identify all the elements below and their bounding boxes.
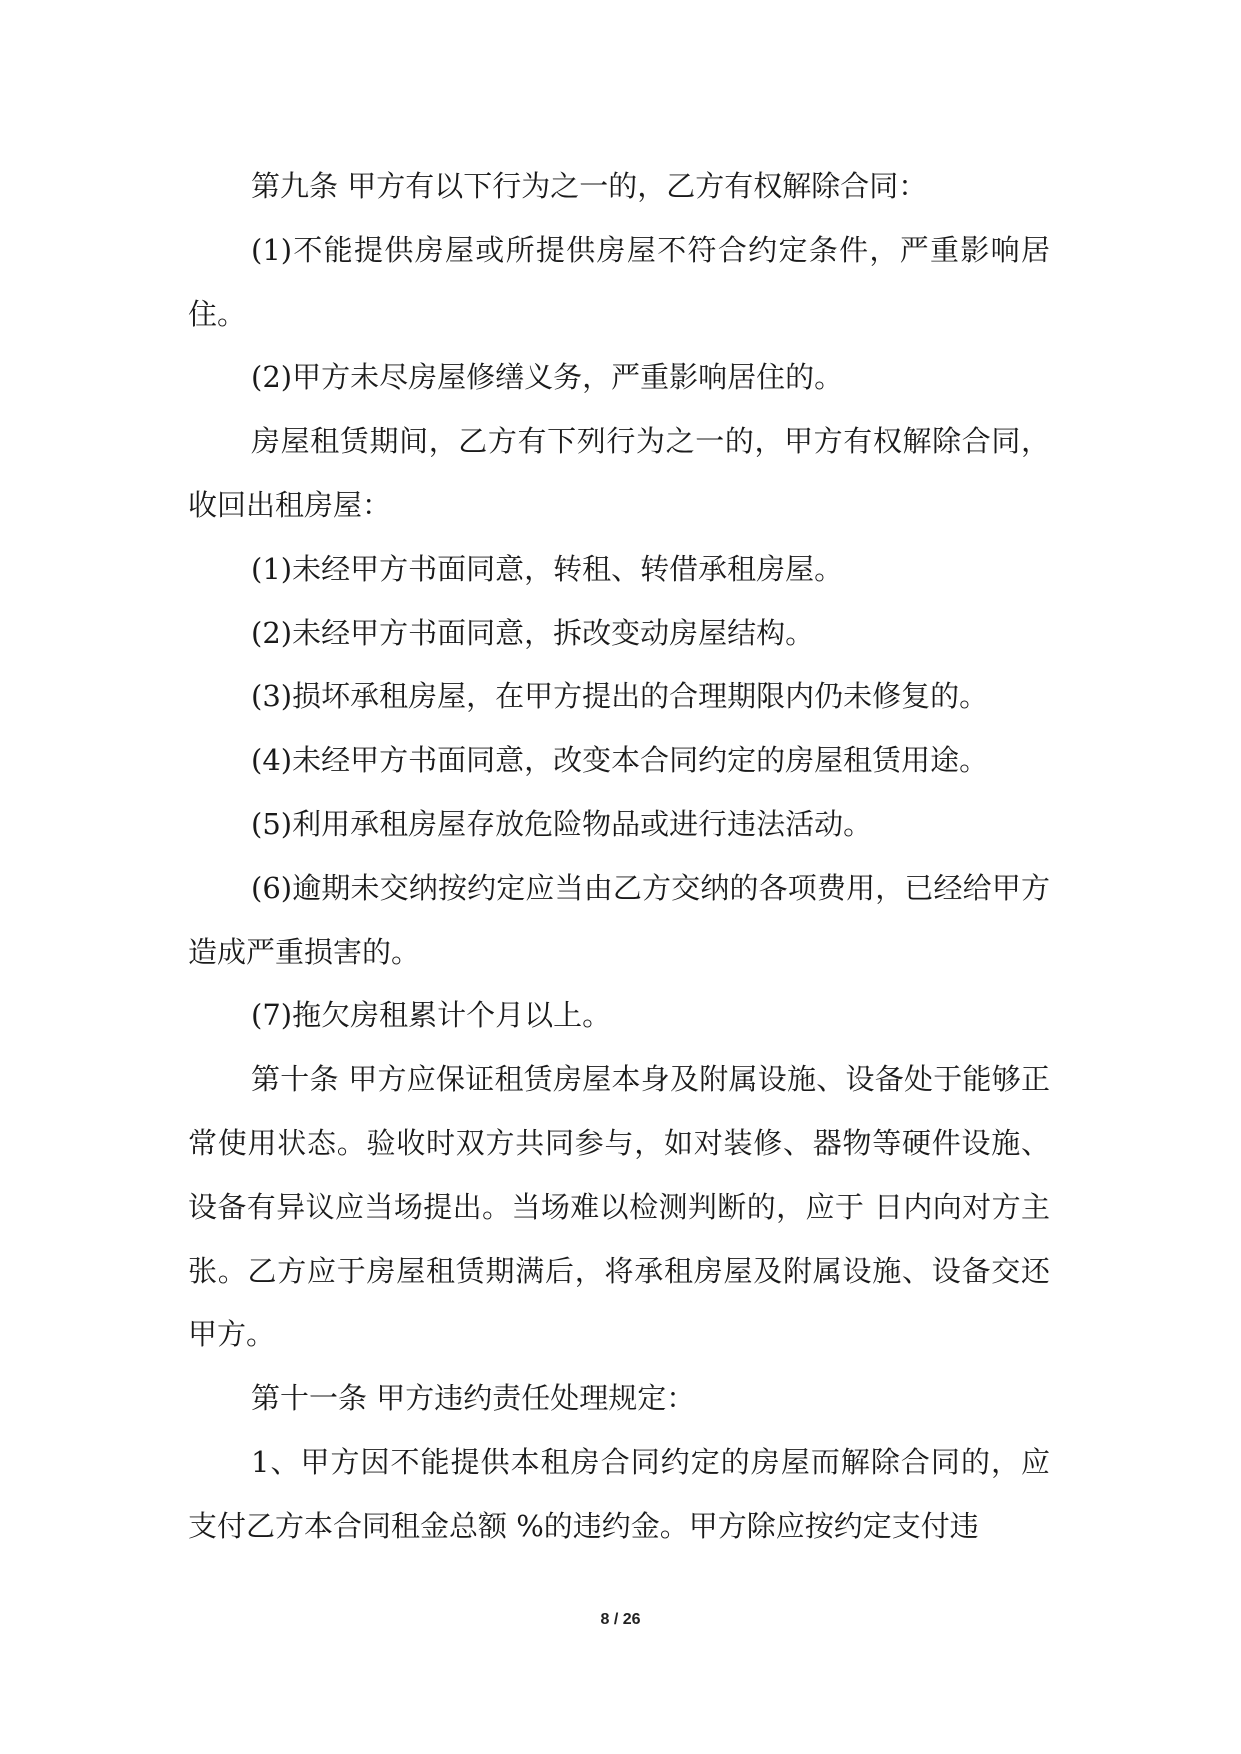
lessor-termination-item-2: (2)未经甲方书面同意，拆改变动房屋结构。 bbox=[251, 615, 815, 650]
lessor-termination-item-6: (6)逾期未交纳按约定应当由乙方交纳的各项费用，已经给甲方造成严重损害的。 bbox=[188, 870, 1050, 969]
lessor-termination-item-7: (7)拖欠房租累计个月以上。 bbox=[251, 998, 612, 1033]
article-9-item-1: (1)不能提供房屋或所提供房屋不符合约定条件，严重影响居住。 bbox=[188, 232, 1050, 331]
termination-by-lessor-intro: 房屋租赁期间，乙方有下列行为之一的，甲方有权解除合同，收回出租房屋： bbox=[188, 424, 1050, 522]
article-10: 第十条 甲方应保证租赁房屋本身及附属设施、设备处于能够正常使用状态。验收时双方共同参与，如对装修、器物等硬件设施、设备有异议应当场提出。当场难以检测判断的，应于 日内向对方主张。乙方应于房屋租赁期满后，将承租房屋及附属设施、设备交还甲方。 bbox=[188, 1062, 1050, 1352]
lessor-termination-item-5: (5)利用承租房屋存放危险物品或进行违法活动。 bbox=[251, 806, 873, 841]
article-11-heading: 第十一条 甲方违约责任处理规定： bbox=[251, 1381, 696, 1416]
lessor-termination-item-1: (1)未经甲方书面同意，转租、转借承租房屋。 bbox=[251, 551, 844, 586]
article-9-heading: 第九条 甲方有以下行为之一的，乙方有权解除合同： bbox=[251, 169, 928, 203]
lessor-termination-item-3: (3)损坏承租房屋，在甲方提出的合理期限内仍未修复的。 bbox=[251, 679, 989, 714]
page-number: 8 / 26 bbox=[600, 1611, 641, 1628]
article-9-item-2: (2)甲方未尽房屋修缮义务，严重影响居住的。 bbox=[251, 360, 844, 395]
lessor-termination-item-4: (4)未经甲方书面同意，改变本合同约定的房屋租赁用途。 bbox=[251, 743, 989, 778]
document-body bbox=[188, 155, 1050, 1559]
article-11-item-1: 1、甲方因不能提供本租房合同约定的房屋而解除合同的，应支付乙方本合同租金总额 %的违约金。甲方除应按约定支付违 bbox=[188, 1444, 1050, 1543]
